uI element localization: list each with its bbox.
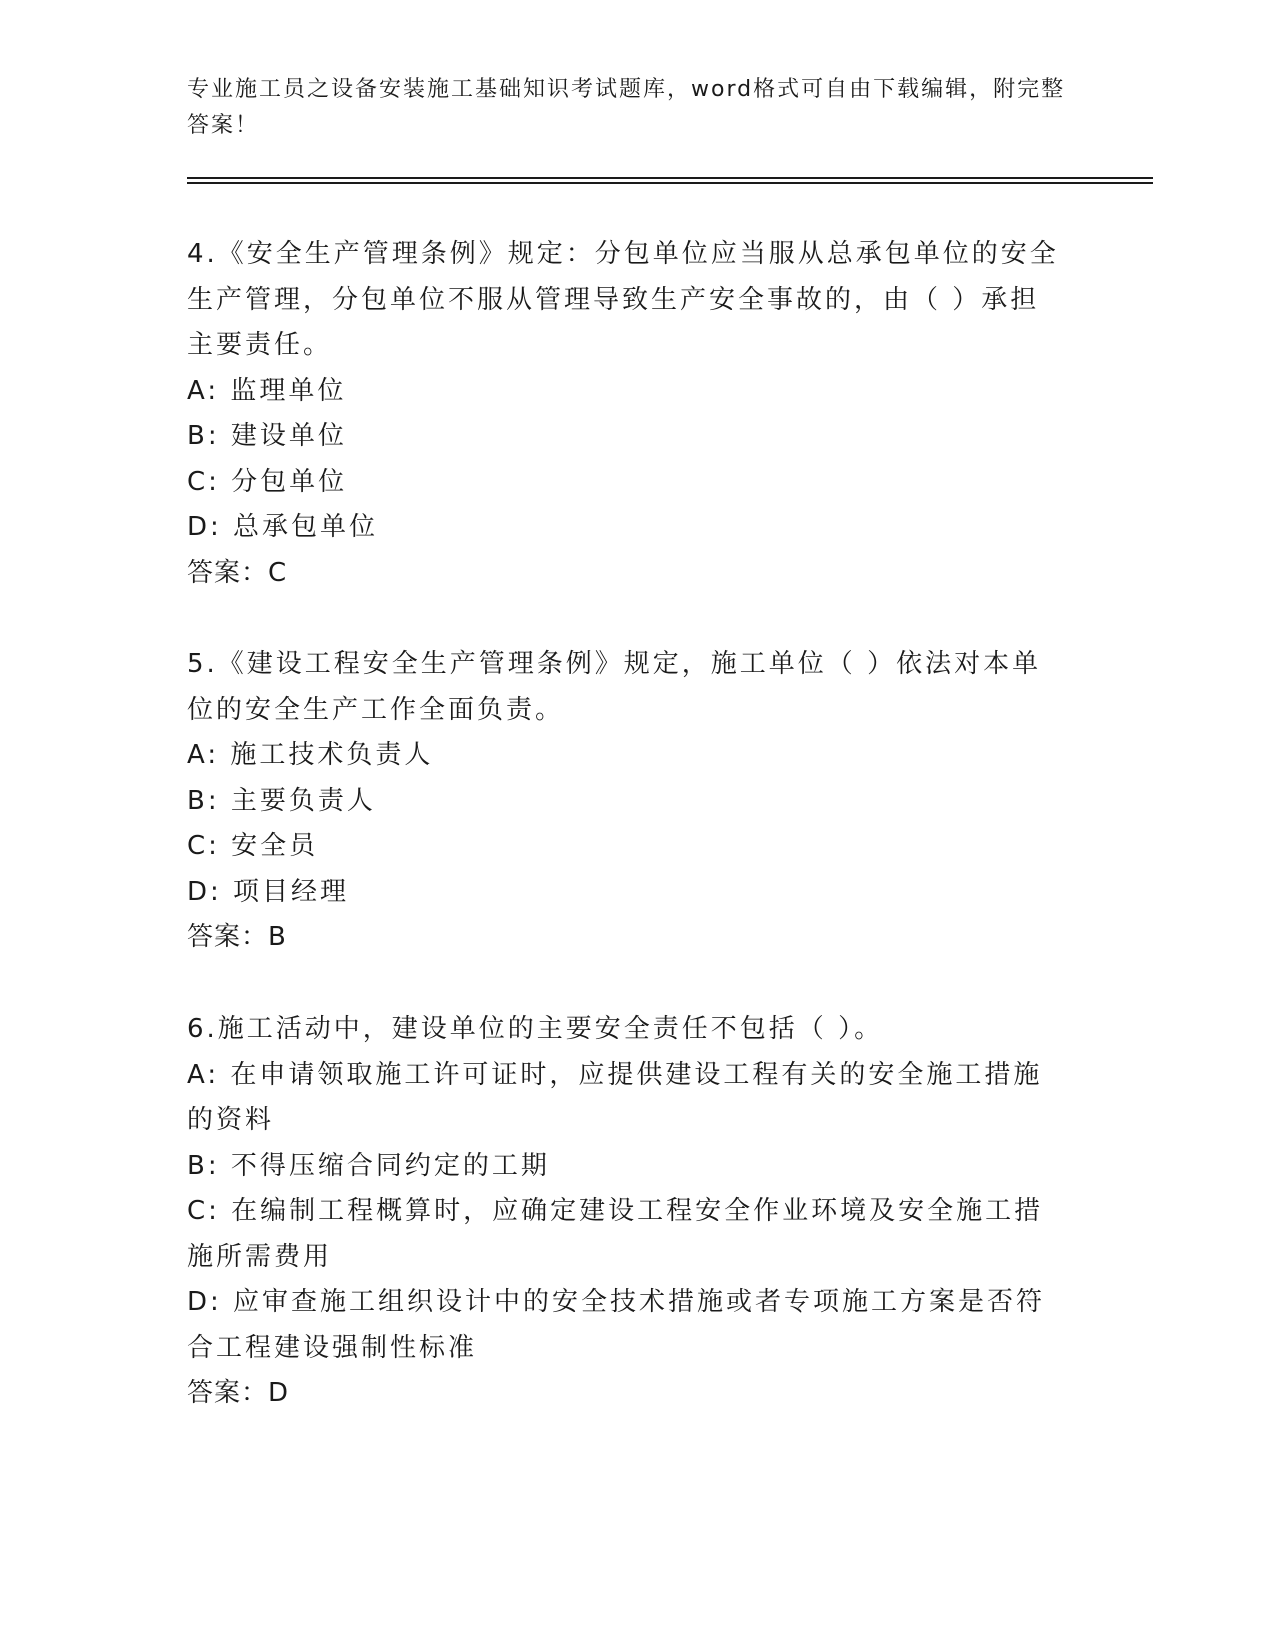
- answer-key: 答案：C: [187, 557, 288, 588]
- option-c: C: 安全员: [187, 831, 319, 861]
- option-b: B: 建设单位: [187, 421, 347, 451]
- header-rule-top: [187, 177, 1153, 179]
- answer-key: 答案：D: [187, 1378, 290, 1408]
- option-a: A: 监理单位: [187, 375, 347, 406]
- option-c: C: 在编制工程概算时，应确定建设工程安全作业环境及安全施工措施所需费用: [187, 1196, 1044, 1272]
- answer-key: 答案：B: [187, 922, 287, 952]
- option-b: B: 主要负责人: [187, 785, 376, 816]
- option-c: C: 分包单位: [187, 466, 348, 497]
- question-stem: 6.施工活动中，建设单位的主要安全责任不包括（ ）。: [187, 1014, 884, 1044]
- option-a: A: 施工技术负责人: [187, 740, 434, 770]
- option-d: D: 项目经理: [187, 876, 350, 907]
- question-4: [187, 232, 1067, 596]
- question-6: [187, 1007, 1067, 1417]
- option-a: A: 在申请领取施工许可证时，应提供建设工程有关的安全施工措施的资料: [187, 1059, 1043, 1135]
- header-rule-bottom: [187, 182, 1153, 184]
- option-d: D: 应审查施工组织设计中的安全技术措施或者专项施工方案是否符合工程建设强制性标准: [187, 1287, 1046, 1363]
- document-header: 专业施工员之设备安装施工基础知识考试题库，word格式可自由下载编辑，附完整答案！: [187, 77, 1066, 138]
- question-stem: 5.《建设工程安全生产管理条例》规定，施工单位（ ）依法对本单位的安全生产工作全面负责。: [187, 649, 1042, 725]
- option-b: B: 不得压缩合同约定的工期: [187, 1150, 550, 1181]
- question-stem: 4.《安全生产管理条例》规定：分包单位应当服从总承包单位的安全生产管理，分包单位不服从管理导致生产安全事故的，由（ ）承担主要责任。: [187, 239, 1059, 360]
- option-d: D: 总承包单位: [187, 512, 379, 542]
- question-5: [187, 642, 1067, 961]
